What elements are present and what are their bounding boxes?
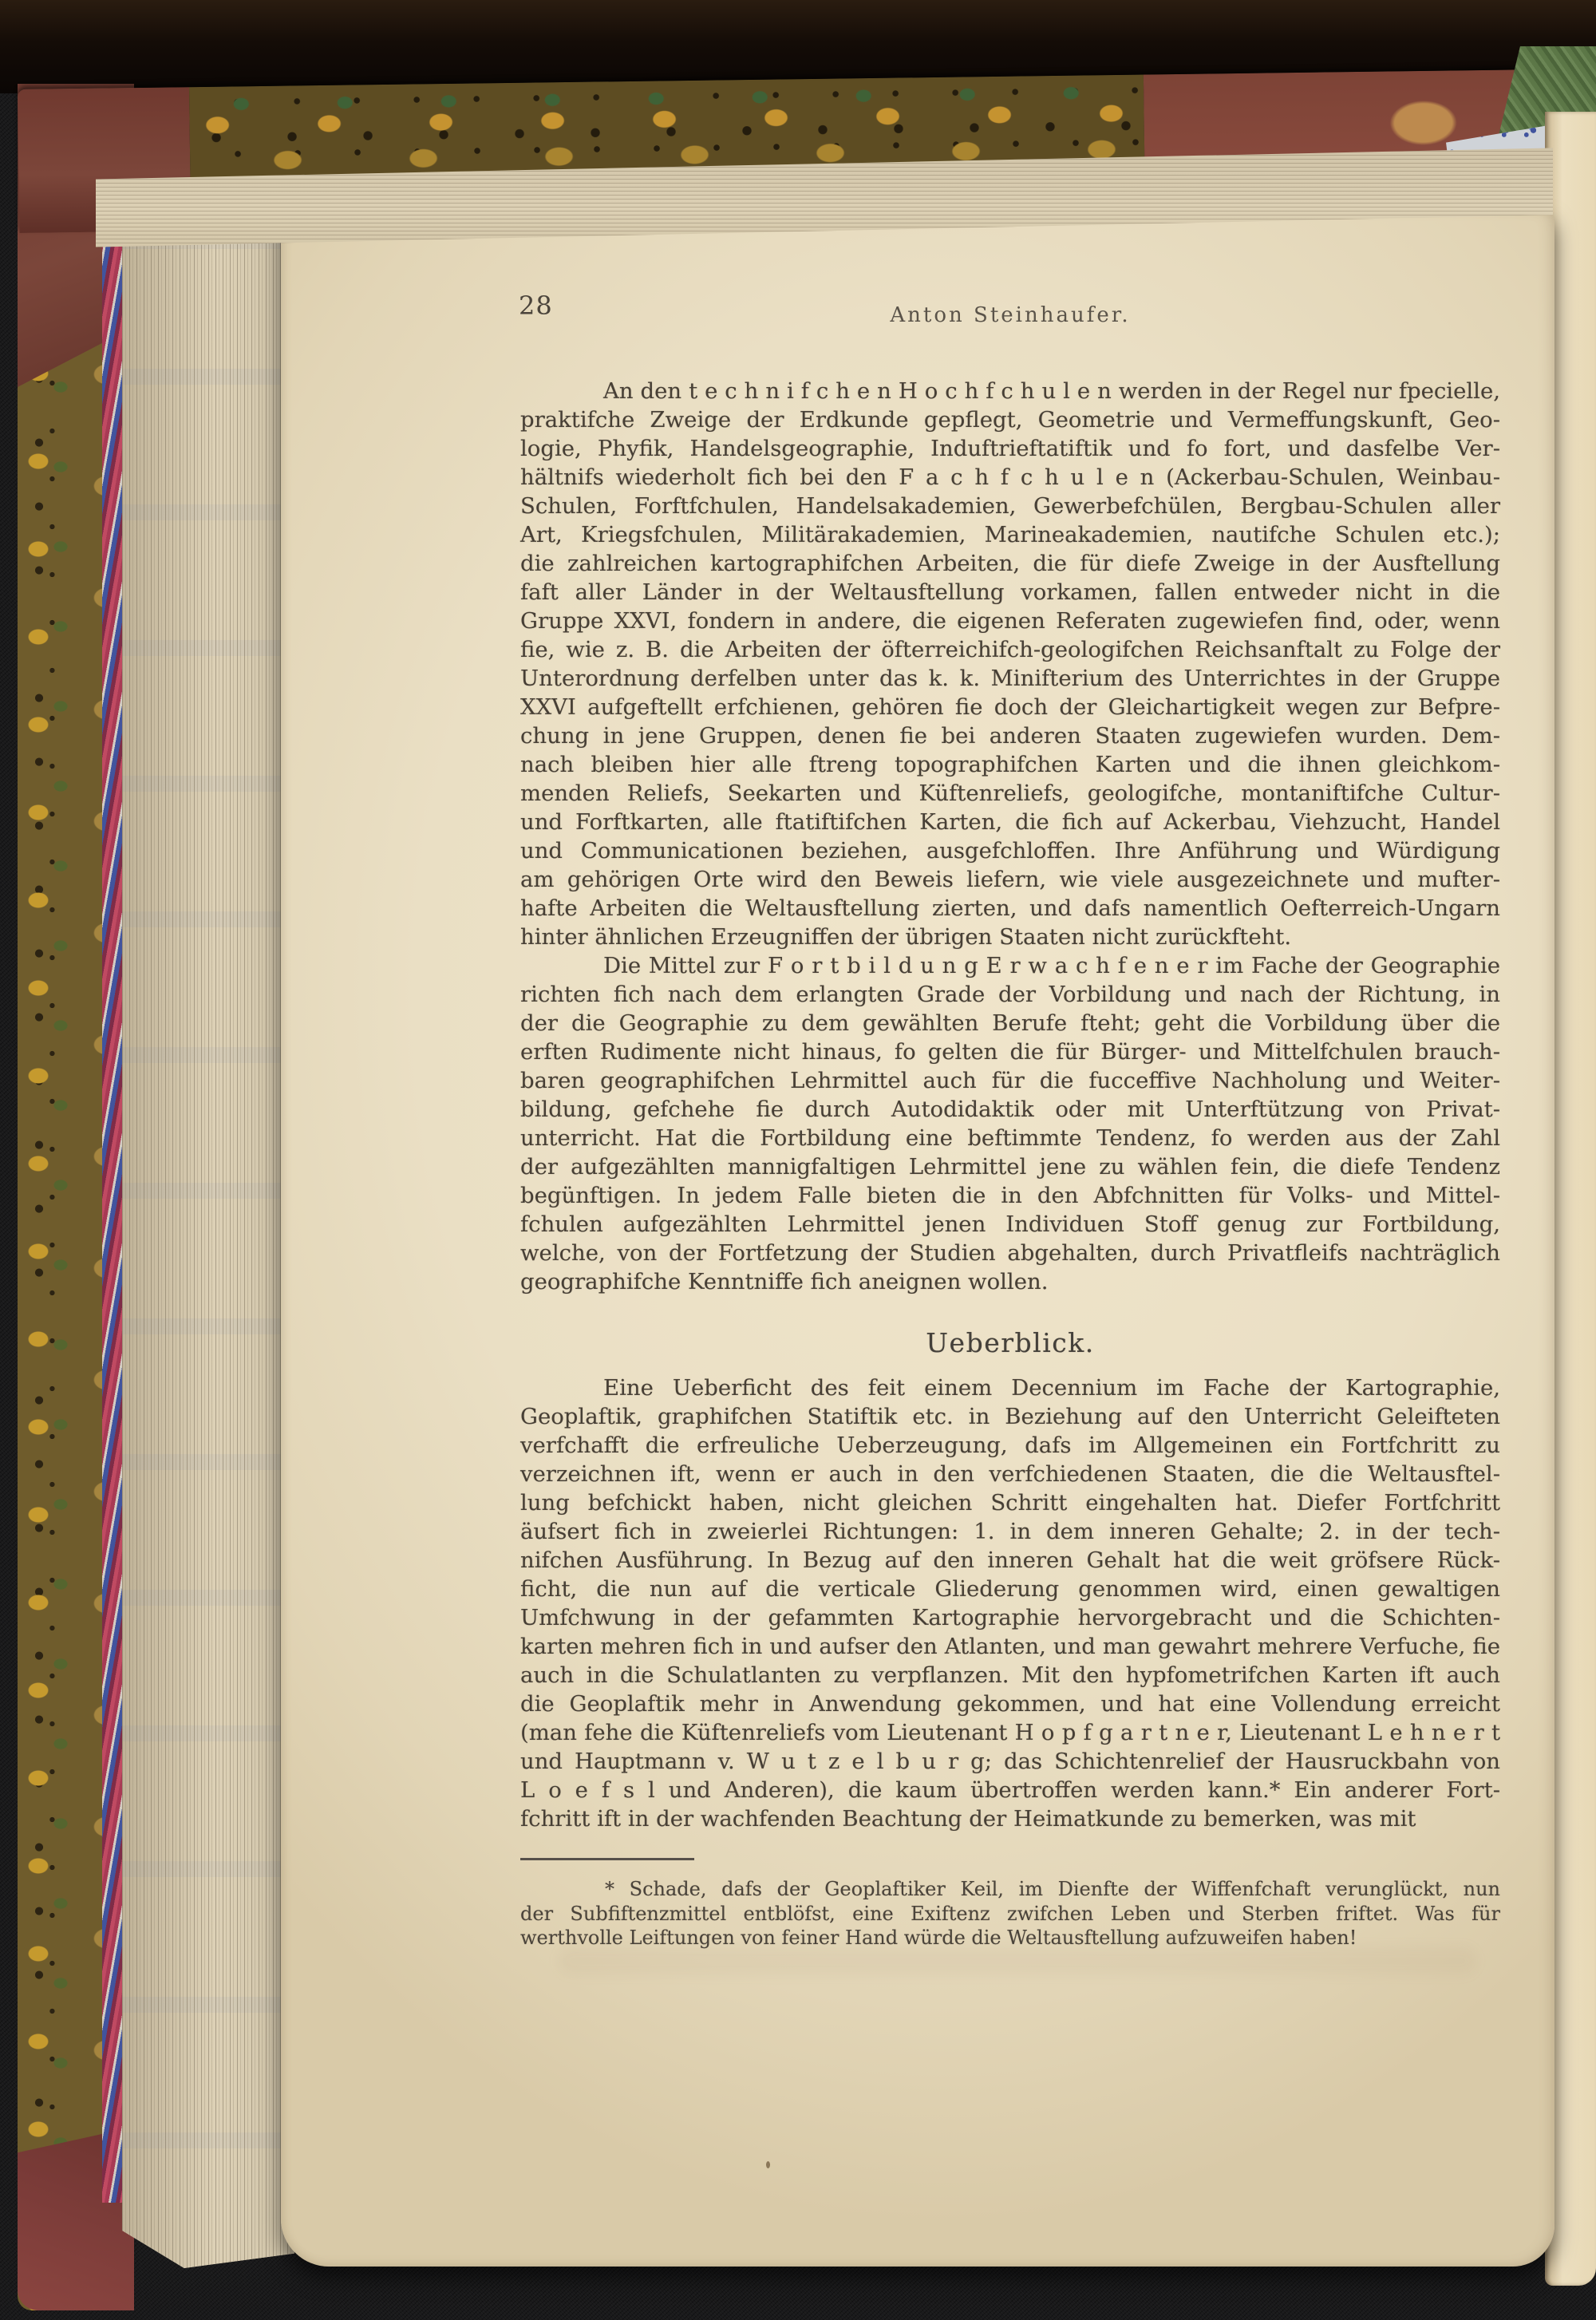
text-line: unterricht. Hat die Fortbildung eine beftimmte Tendenz, fo werden aus der Zahl bbox=[520, 1125, 1500, 1151]
text-line: fie, wie z. B. die Arbeiten der öfterreichifch-geologifchen Reichsanftalt zu Folge der bbox=[520, 637, 1500, 662]
section-heading: Ueberblick. bbox=[926, 1327, 1095, 1358]
text-line: logie, Phyfik, Handelsgeographie, Induftrieftatiftik und fo fort, und dasfelbe Ver- bbox=[520, 436, 1500, 461]
text-line: äufsert fich in zweierlei Richtungen: 1. in dem inneren Gehalte; 2. in der tech- bbox=[520, 1519, 1500, 1544]
text-line: fchulen aufgezählten Lehrmittel jenen Individuen Stoff genug zur Fortbildung, bbox=[520, 1211, 1500, 1237]
text-line: begünftigen. In jedem Falle bieten die in den Abfchnitten für Volks- und Mittel- bbox=[520, 1183, 1500, 1208]
footnote bbox=[520, 1858, 1500, 1950]
footnote-line: werthvolle Leiftungen von feiner Hand würde die Weltausftellung aufzuweifen haben! bbox=[520, 1927, 1357, 1949]
running-head-row bbox=[520, 303, 1500, 327]
page-number: 28 bbox=[519, 290, 553, 321]
text-line: faft aller Länder in der Weltausftellung vorkamen, fallen entweder nicht in die bbox=[520, 579, 1500, 605]
text-line: fchritt ift in der wachfenden Beachtung der Heimatkunde zu bemerken, was mit bbox=[520, 1806, 1416, 1832]
text-line: nifchen Ausführung. In Bezug auf den inneren Gehalt hat die weit gröfsere Rück- bbox=[520, 1547, 1500, 1573]
text-line: und Hauptmann v. W u t z e l b u r g; das Schichtenrelief der Hausruckbahn von bbox=[520, 1749, 1500, 1774]
text-line: Unterordnung derfelben unter das k. k. Minifterium des Unterrichtes in der Gruppe bbox=[520, 666, 1500, 691]
text-line: menden Reliefs, Seekarten und Küftenreliefs, geologifche, montaniftifche Cultur- bbox=[520, 781, 1500, 806]
text-line: ficht, die nun auf die verticale Gliederung genommen wird, einen gewaltigen bbox=[520, 1576, 1500, 1602]
text-line: Gruppe XXVI, fondern in andere, die eigenen Referaten zugewiefen find, oder, wenn bbox=[520, 608, 1500, 634]
paper-speck bbox=[766, 2161, 770, 2168]
running-head: Anton Steinhaufer. bbox=[890, 303, 1131, 327]
text-line: praktifche Zweige der Erdkunde gepflegt, Geometrie und Vermeffungskunft, Geo- bbox=[520, 407, 1500, 433]
text-line: verzeichnen ift, wenn er auch in den verfchiedenen Staaten, die die Weltausftel- bbox=[520, 1461, 1500, 1487]
text-line: XXVI aufgeftellt erfchienen, gehören fie doch der Gleichartigkeit wegen zur Befpre- bbox=[520, 694, 1500, 720]
text-line: und Forftkarten, alle ftatiftifchen Karten, die fich auf Ackerbau, Viehzucht, Handel bbox=[520, 809, 1500, 835]
text-line: An den t e c h n i f c h e n H o c h f c h u l e n werden in der Regel nur fpecielle, bbox=[603, 378, 1500, 404]
text-line: Art, Kriegsfchulen, Militärakademien, Marineakademien, nautifche Schulen etc.); bbox=[520, 522, 1500, 547]
footnote-line: der Subfiftenzmittel entblöfst, eine Exiftenz zwifchen Leben und Sterben friftet. Was für bbox=[520, 1902, 1500, 1925]
text-line: (man fehe die Küftenreliefs vom Lieutenant H o p f g a r t n e r, Lieutenant L e h n e r t bbox=[520, 1720, 1500, 1745]
text-line: erften Rudimente nicht hinaus, fo gelten die für Bürger- und Mittelfchulen brauch- bbox=[520, 1039, 1500, 1065]
footnote-line: * Schade, dafs der Geoplaftiker Keil, im Dienfte der Wiffenfchaft verunglückt, nun bbox=[605, 1878, 1500, 1900]
show-through-smudge bbox=[559, 1947, 1476, 1974]
body-text bbox=[520, 377, 1500, 1833]
text-line: lung befchickt haben, nicht gleichen Schritt eingehalten hat. Diefer Fortfchritt bbox=[520, 1490, 1500, 1516]
page-block-fore-edge bbox=[122, 177, 294, 2268]
text-line: Schulen, Forftfchulen, Handelsakademien, Gewerbefchülen, Bergbau-Schulen aller bbox=[520, 493, 1500, 519]
text-line: hältnifs wiederholt fich bei den F a c h f c h u l e n (Ackerbau-Schulen, Weinbau- bbox=[520, 464, 1500, 490]
text-line: Eine Ueberficht des feit einem Decennium im Fache der Kartographie, bbox=[603, 1375, 1500, 1401]
text-line: am gehörigen Orte wird den Beweis liefern, wie viele ausgezeichnete und mufter- bbox=[520, 867, 1500, 892]
text-line: geographifche Kenntniffe fich aneignen wollen. bbox=[520, 1269, 1049, 1294]
text-line: richten fich nach dem erlangten Grade der Vorbildung und nach der Richtung, in bbox=[520, 982, 1500, 1007]
text-line: die zahlreichen kartographifchen Arbeiten, die für diefe Zweige in der Ausftellung bbox=[520, 551, 1500, 576]
text-line: der die Geographie zu dem gewählten Berufe fteht; geht die Vorbildung über die bbox=[520, 1010, 1500, 1036]
text-line: karten mehren fich in und aufser den Atlanten, und man gewahrt mehrere Verfuche, fie bbox=[520, 1634, 1500, 1659]
text-line: L o e f s l und Anderen), die kaum übertroffen werden kann.* Ein anderer Fort- bbox=[520, 1777, 1500, 1803]
text-line: hafte Arbeiten die Weltausftellung zierten, und dafs namentlich Oefterreich-Ungarn bbox=[520, 895, 1500, 921]
text-line: auch in die Schulatlanten zu verpflanzen. Mit den hypfometrifchen Karten ift auch bbox=[520, 1662, 1500, 1688]
text-line: die Geoplaftik mehr in Anwendung gekommen, und hat eine Vollendung erreicht bbox=[520, 1691, 1500, 1717]
text-line: bildung, gefchehe fie durch Autodidaktik oder mit Unterftützung von Privat- bbox=[520, 1097, 1500, 1122]
text-line: baren geographifchen Lehrmittel auch für die fucceffive Nachholung und Weiter- bbox=[520, 1068, 1500, 1093]
text-line: hinter ähnlichen Erzeugniffen der übrigen Staaten nicht zurückfteht. bbox=[520, 924, 1292, 950]
footnote-rule bbox=[520, 1858, 694, 1860]
text-line: Die Mittel zur F o r t b i l d u n g E r w a c h f e n e r im Fache der Geographie bbox=[603, 953, 1500, 978]
text-line: und Communicationen beziehen, ausgefchloffen. Ihre Anführung und Würdigung bbox=[520, 838, 1500, 864]
text-line: der aufgezählten mannigfaltigen Lehrmittel jene zu wählen fein, die diefe Tendenz bbox=[520, 1154, 1500, 1180]
text-line: nach bleiben hier alle ftreng topographifchen Karten und die ihnen gleichkom- bbox=[520, 752, 1500, 777]
text-line: Umfchwung in der gefammten Kartographie hervorgebracht und die Schichten- bbox=[520, 1605, 1500, 1630]
text-line: welche, von der Fortfetzung der Studien abgehalten, durch Privatfleifs nachträglich bbox=[520, 1240, 1500, 1266]
text-line: chung in jene Gruppen, denen fie bei anderen Staaten zugewiefen wurden. Dem- bbox=[520, 723, 1500, 749]
text-line: verfchafft die erfreuliche Ueberzeugung, dafs im Allgemeinen ein Fortfchritt zu bbox=[520, 1433, 1500, 1458]
text-line: Geoplaftik, graphifchen Statiftik etc. in Beziehung auf den Unterricht Geleifteten bbox=[520, 1404, 1500, 1429]
